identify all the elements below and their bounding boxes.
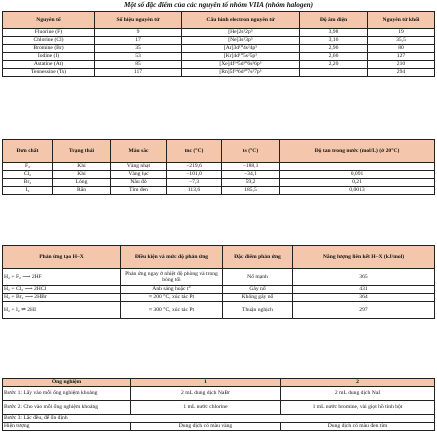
- table-cell: Gây nổ: [223, 286, 293, 294]
- table-header-row: [3, 246, 435, 269]
- table-row: [3, 423, 435, 431]
- table-cell: −101,0: [167, 171, 222, 179]
- table-cell: Bromine (Br): [3, 45, 95, 53]
- table-cell: Hiện tượng: [3, 423, 131, 431]
- table-cell: [He]2s²2p⁵: [182, 29, 300, 37]
- table-cell: H₂ + F₂ ⟶ 2HF: [3, 269, 121, 286]
- column-header: Độ tan trong nước (mol/L) (ở 20°C): [280, 140, 435, 163]
- table-cell: [Xe]4f¹⁴5d¹⁰6s²6p⁵: [182, 61, 300, 69]
- table-cell: 210: [368, 61, 435, 69]
- table-cell: 364: [293, 294, 435, 302]
- column-header: Năng lượng liên kết H–X (kJ/mol): [293, 246, 435, 269]
- table-cell: [Rn]5f¹⁴6d¹⁰7s²7p⁵: [182, 69, 300, 77]
- table-cell: I₂: [3, 187, 53, 195]
- table-cell: ≈ 300 °C, xúc tác Pt: [121, 302, 223, 319]
- table-cell: 113,6: [167, 187, 222, 195]
- table-cell: [Ar]3d¹⁰4s²4p⁵: [182, 45, 300, 53]
- table-row: [3, 61, 435, 69]
- table-row: [3, 171, 435, 179]
- table-cell: 365: [293, 269, 435, 286]
- table-cell: Br₂: [3, 179, 53, 187]
- table-cell: Tennessine (Ts): [3, 69, 95, 77]
- table-cell: Rắn: [53, 187, 111, 195]
- table-cell: F₂: [3, 163, 53, 171]
- column-header: Độ âm điện: [300, 12, 368, 29]
- table-row: [3, 286, 435, 294]
- table-cell: Nâu đỏ: [111, 179, 167, 187]
- table-row: [3, 179, 435, 187]
- table-cell: Lỏng: [53, 179, 111, 187]
- halogen-properties-table: [2, 11, 435, 77]
- table-header-row: [3, 140, 435, 163]
- column-header: Phản ứng tạo H–X: [3, 246, 121, 269]
- table-cell: H₂ + Cl₂ ⟶ 2HCl: [3, 286, 121, 294]
- column-header: Màu sắc: [111, 140, 167, 163]
- column-header: Đơn chất: [3, 140, 53, 163]
- table-cell: Khí: [53, 171, 111, 179]
- table-row: [3, 187, 435, 195]
- table-row: [3, 269, 435, 286]
- table-cell: [280, 163, 435, 171]
- table-cell: 185,5: [222, 187, 280, 195]
- table-row: [3, 294, 435, 302]
- experiment-table: [2, 378, 435, 431]
- column-header: Trạng thái: [53, 140, 111, 163]
- table-row: [3, 29, 435, 37]
- table-cell: 53: [95, 53, 182, 61]
- table-row: [3, 37, 435, 45]
- column-header: Đặc điểm phản ứng: [223, 246, 293, 269]
- table-cell: Bước 1: Lấy vào mỗi ống nghiệm khoảng: [3, 387, 131, 401]
- table-row: [3, 69, 435, 77]
- table-header-row: [3, 12, 435, 29]
- table-cell: Thuận nghịch: [223, 302, 293, 319]
- table-cell: 17: [95, 37, 182, 45]
- table-cell: 297: [293, 302, 435, 319]
- table-cell: 2 mL dung dịch NaBr: [131, 387, 281, 401]
- column-header: 2: [281, 379, 435, 387]
- table-cell: 127: [368, 53, 435, 61]
- table-cell: Fluorine (F): [3, 29, 95, 37]
- table-cell: Dung dịch có màu vàng: [131, 423, 281, 431]
- table-row: [3, 302, 435, 319]
- table-cell: [300, 69, 368, 77]
- table-cell: Cl₂: [3, 171, 53, 179]
- table-cell: 35: [95, 45, 182, 53]
- table-cell: −34,1: [222, 171, 280, 179]
- table-row: [3, 415, 435, 423]
- table-cell: Phản ứng ngay ở nhiệt độ phòng và trong bóng tối: [121, 269, 223, 286]
- table-cell: 431: [293, 286, 435, 294]
- table-cell: Tím đen: [111, 187, 167, 195]
- table-cell: [Ne]3s²3p⁵: [182, 37, 300, 45]
- table-cell: Iodine (I): [3, 53, 95, 61]
- table-cell: 85: [95, 61, 182, 69]
- column-header: Số hiệu nguyên tử: [95, 12, 182, 29]
- table-cell: 1 mL nước chlorine: [131, 401, 281, 415]
- column-header: Nguyên tố: [3, 12, 95, 29]
- table-cell: 9: [95, 29, 182, 37]
- column-header: Điều kiện và mức độ phản ứng: [121, 246, 223, 269]
- table-cell: Bước 3: Lắc đều, để ổn định: [3, 415, 435, 423]
- table-row: [3, 45, 435, 53]
- table-cell: ≈ 200 °C, xúc tác Pt: [121, 294, 223, 302]
- table-cell: 2 mL dung dịch NaI: [281, 387, 435, 401]
- table-cell: Nổ mạnh: [223, 269, 293, 286]
- table-cell: −219,6: [167, 163, 222, 171]
- table-row: [3, 163, 435, 171]
- column-header: ts (°C): [222, 140, 280, 163]
- table-row: [3, 401, 435, 415]
- table-cell: H₂ + I₂ ⇌ 2HI: [3, 302, 121, 319]
- table-cell: −188,1: [222, 163, 280, 171]
- table-cell: 2,20: [300, 61, 368, 69]
- table-cell: Dung dịch có màu đen tím: [281, 423, 435, 431]
- table-cell: 117: [95, 69, 182, 77]
- table-cell: Chlorine (Cl): [3, 37, 95, 45]
- table-cell: 59,2: [222, 179, 280, 187]
- column-header: Nguyên tử khối: [368, 12, 435, 29]
- table-cell: Khí: [53, 163, 111, 171]
- table-cell: 2,96: [300, 45, 368, 53]
- table-cell: 294: [368, 69, 435, 77]
- table-cell: Ánh sáng hoặc t°: [121, 286, 223, 294]
- table-cell: 0,21: [280, 179, 435, 187]
- table-cell: 80: [368, 45, 435, 53]
- table-cell: −7,3: [167, 179, 222, 187]
- table-cell: 19: [368, 29, 435, 37]
- column-header: Ống nghiệm: [3, 379, 131, 387]
- column-header: Cấu hình electron nguyên tử: [182, 12, 300, 29]
- table-row: [3, 53, 435, 61]
- table-cell: Vàng lục: [111, 171, 167, 179]
- table-cell: H₂ + Br₂ ⟶ 2HBr: [3, 294, 121, 302]
- table-cell: 2,66: [300, 53, 368, 61]
- table-cell: Bước 2: Cho vào mỗi ống nghiệm khoảng: [3, 401, 131, 415]
- column-header: tnc (°C): [167, 140, 222, 163]
- table-cell: Vàng nhạt: [111, 163, 167, 171]
- hx-reaction-table: [2, 245, 435, 319]
- page-caption: Một số đặc điểm của các nguyên tố nhóm VIIA (nhóm halogen): [123, 1, 314, 9]
- column-header: 1: [131, 379, 281, 387]
- table-cell: 0,091: [280, 171, 435, 179]
- elemental-state-table: [2, 139, 435, 195]
- table-header-row: [3, 379, 435, 387]
- table-cell: Astatine (At): [3, 61, 95, 69]
- table-row: [3, 387, 435, 401]
- table-cell: Không gây nổ: [223, 294, 293, 302]
- table-cell: [Kr]4d¹⁰5s²5p⁵: [182, 53, 300, 61]
- table-cell: 1 mL nước bromine, vài giọt hồ tinh bột: [281, 401, 435, 415]
- table-cell: 3,16: [300, 37, 368, 45]
- table-cell: 35,5: [368, 37, 435, 45]
- table-cell: 3,98: [300, 29, 368, 37]
- table-cell: 0,0013: [280, 187, 435, 195]
